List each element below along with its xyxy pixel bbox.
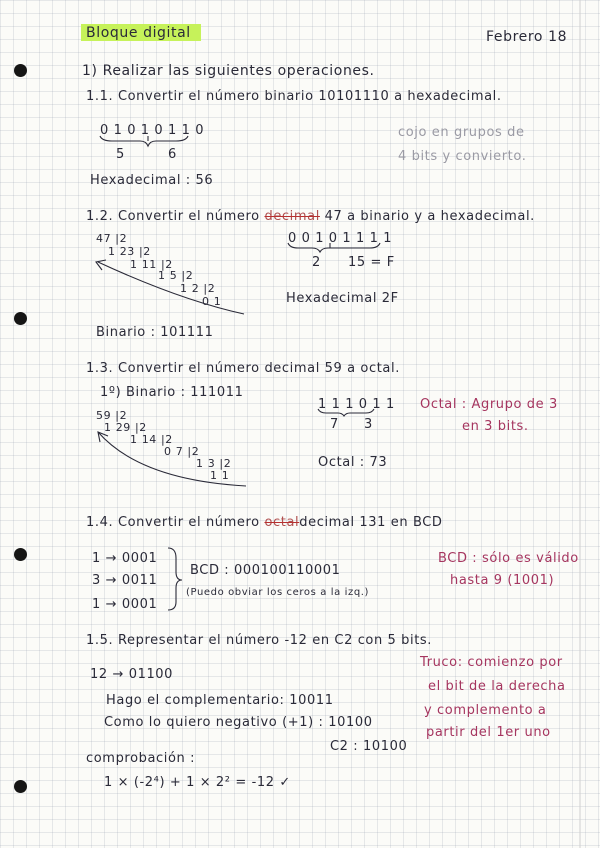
ex2-bits: 0 0 1 0 1 1 1 1 [288, 231, 393, 246]
ex2-div-row-2: 1 23 |2 [108, 245, 151, 258]
ex1-note-line1: cojo en grupos de [398, 125, 525, 140]
ex2-hex-result: Hexadecimal 2F [286, 291, 399, 306]
ex4-note: (Puedo obviar los ceros a la izq.) [186, 587, 370, 598]
ex5-trick-line2: el bit de la derecha [428, 679, 566, 694]
section-heading: 1) Realizar las siguientes operaciones. [82, 63, 375, 79]
page-title: Bloque digital [86, 25, 191, 41]
ex5-line1: 12 → 01100 [90, 667, 174, 682]
ex3-group-right: 3 [364, 417, 373, 432]
ex3-bits: 1 1 1 0 1 1 [318, 397, 395, 412]
ex5-trick-line3: y complemento a [424, 703, 547, 718]
ex4-bcd: BCD : 000100110001 [190, 563, 341, 578]
ex4-side-line1: BCD : sólo es válido [438, 551, 579, 566]
ex5-statement: 1.5. Representar el número -12 en C2 con 5 bits. [86, 633, 433, 648]
ex5-check-label: comprobación : [86, 751, 196, 766]
ex2-binary-result: Binario : 101111 [96, 325, 214, 340]
ex2-division-arrow [98, 262, 244, 314]
ex2-group-brace [288, 243, 380, 252]
ex2-div-row-3: 1 11 |2 [130, 258, 173, 271]
ex2-div-row-5: 1 2 |2 [180, 282, 216, 295]
ex2-statement-end: 47 a binario y a hexadecimal. [324, 209, 535, 224]
ex4-row-1: 1 → 0001 [92, 551, 158, 566]
page-date: Febrero 18 [486, 29, 568, 45]
ex4-side-line2: hasta 9 (1001) [450, 573, 555, 588]
ex3-division-arrow [98, 432, 246, 486]
ex1-group-left: 5 [116, 147, 125, 162]
ex5-line2: Hago el complementario: 10011 [106, 693, 334, 708]
ex1-group-right: 6 [168, 147, 177, 162]
ex3-div-row-4: 0 7 |2 [164, 445, 200, 458]
ex1-bits: 0 1 0 1 0 1 1 0 [100, 123, 205, 138]
ex3-statement: 1.3. Convertir el número decimal 59 a octal. [86, 361, 400, 376]
ex3-div-row-3: 1 14 |2 [130, 433, 173, 446]
ex3-group-left: 7 [330, 417, 339, 432]
ex1-statement: 1.1. Convertir el número binario 10101110 a hexadecimal. [86, 89, 502, 104]
ex1-result: Hexadecimal : 56 [90, 173, 214, 188]
ex5-line3: Como lo quiero negativo (+1) : 10100 [104, 715, 373, 730]
ex3-step1: 1º) Binario : 111011 [100, 385, 244, 400]
ex3-octal-result: Octal : 73 [318, 455, 388, 470]
ex2-statement-struck: decimal [264, 209, 320, 224]
ex1-group-brace [100, 136, 188, 146]
ex3-div-row-6: 1 1 [210, 469, 230, 482]
ex4-statement-struck: octal [264, 515, 300, 530]
ex2-div-row-6: 0 1 [202, 295, 222, 308]
ex3-div-row-2: 1 29 |2 [104, 421, 147, 434]
ex3-note-line1: Octal : Agrupo de 3 [420, 397, 558, 412]
ex4-row-3: 1 → 0001 [92, 597, 158, 612]
ex3-group-brace [318, 409, 374, 416]
ex2-group-left: 2 [312, 255, 321, 270]
ex2-div-row-4: 1 5 |2 [158, 269, 194, 282]
ex3-div-row-5: 1 3 |2 [196, 457, 232, 470]
ex5-line4: C2 : 10100 [330, 739, 408, 754]
ex4-statement-start: 1.4. Convertir el número [86, 515, 260, 530]
ex5-check: 1 × (-2⁴) + 1 × 2² = -12 ✓ [104, 775, 291, 790]
ex3-note-line2: en 3 bits. [462, 419, 529, 434]
ex4-row-2: 3 → 0011 [92, 573, 158, 588]
ex5-trick-line4: partir del 1er uno [426, 725, 551, 740]
ex4-bcd-brace [168, 548, 182, 610]
ex4-statement-end: decimal 131 en BCD [299, 515, 443, 530]
ex5-trick-line1: Truco: comienzo por [420, 655, 563, 670]
ex2-div-row-1: 47 |2 [96, 232, 128, 245]
ex1-note-line2: 4 bits y convierto. [398, 149, 527, 164]
ex2-statement-start: 1.2. Convertir el número [86, 209, 260, 224]
ex3-div-row-1: 59 |2 [96, 409, 128, 422]
ex2-group-right: 15 = F [348, 255, 395, 270]
